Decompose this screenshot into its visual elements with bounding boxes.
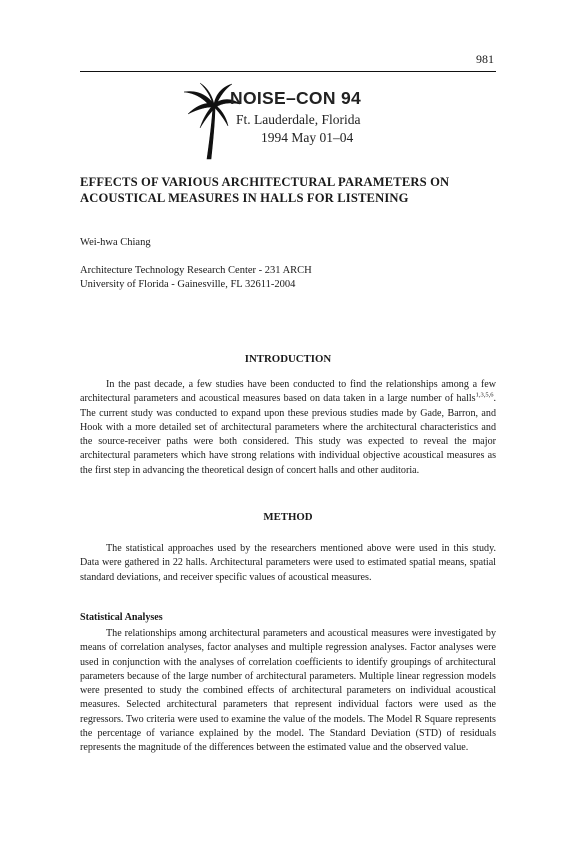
conference-location: Ft. Lauderdale, Florida <box>236 112 361 127</box>
conference-name: NOISE–CON 94 <box>230 88 362 108</box>
method-paragraph <box>80 542 496 585</box>
author-affiliation <box>80 264 312 292</box>
statistical-analyses-paragraph <box>80 627 496 756</box>
author-name: Wei-hwa Chiang <box>80 237 151 248</box>
paper-title: EFFECTS OF VARIOUS ARCHITECTURAL PARAMETERS ON ACOUSTICAL MEASURES IN HALLS FOR LISTENING <box>80 175 450 205</box>
introduction-heading: INTRODUCTION <box>244 353 332 365</box>
conference-date: 1994 May 01–04 <box>261 130 354 145</box>
citation-refs: 1,3,5,6 <box>475 391 494 399</box>
method-heading: METHOD <box>263 511 313 523</box>
conference-logo <box>180 82 380 162</box>
statistical-analyses-heading: Statistical Analyses <box>80 612 163 623</box>
statistical-analyses-text: The relationships among architectural parameters and acoustical measures were investigated by means of correlation analyses, factor analyses and multiple regression analyses. Factor analyses were used in conjunction with the analyses of correlation coefficients to identify groupings of architectural parameters because of the large number of architectural parameters. Multiple linear regression models were presented to study the combined effects of architectural parameters on individual acoustical measures. Selected architectural parameters that represent individual factors were used as the regressors. Two criteria were used to examine the value of the models. The Model R Square represents the percentage of variance explained by the model. The Standard Deviation (STD) of residuals represents the magnitude of the differences between the estimated value and the observed value. <box>80 628 496 754</box>
page-number: 981 <box>476 52 494 66</box>
intro-text-b: . The current study was conducted to expand upon these previous studies made by Gade, Barron, and Hook with a more detailed set of architectural parameters where the architectural characteristics and the source-receiver paths were both considered. This study was expected to reveal the major architectural parameters which have strong relations with individual objective acoustical measures as the first step in advancing the theoretical design of concert halls and other auditoria. <box>80 393 496 476</box>
header-rule <box>80 71 496 72</box>
intro-text-a: In the past decade, a few studies have been conducted to find the relationships among a few architectural parameters and acoustical measures based on data taken in a large number of halls <box>80 379 496 405</box>
introduction-paragraph <box>80 378 496 478</box>
affiliation-line-2: University of Florida - Gainesville, FL 32611-2004 <box>80 279 296 290</box>
affiliation-line-1: Architecture Technology Research Center - 231 ARCH <box>80 265 312 276</box>
method-text: The statistical approaches used by the researchers mentioned above were used in this study. Data were gathered in 22 halls. Architectural parameters were used to estimated spatial means, spatial standard deviations, and receiver specific values of acoustical measures. <box>80 543 496 583</box>
